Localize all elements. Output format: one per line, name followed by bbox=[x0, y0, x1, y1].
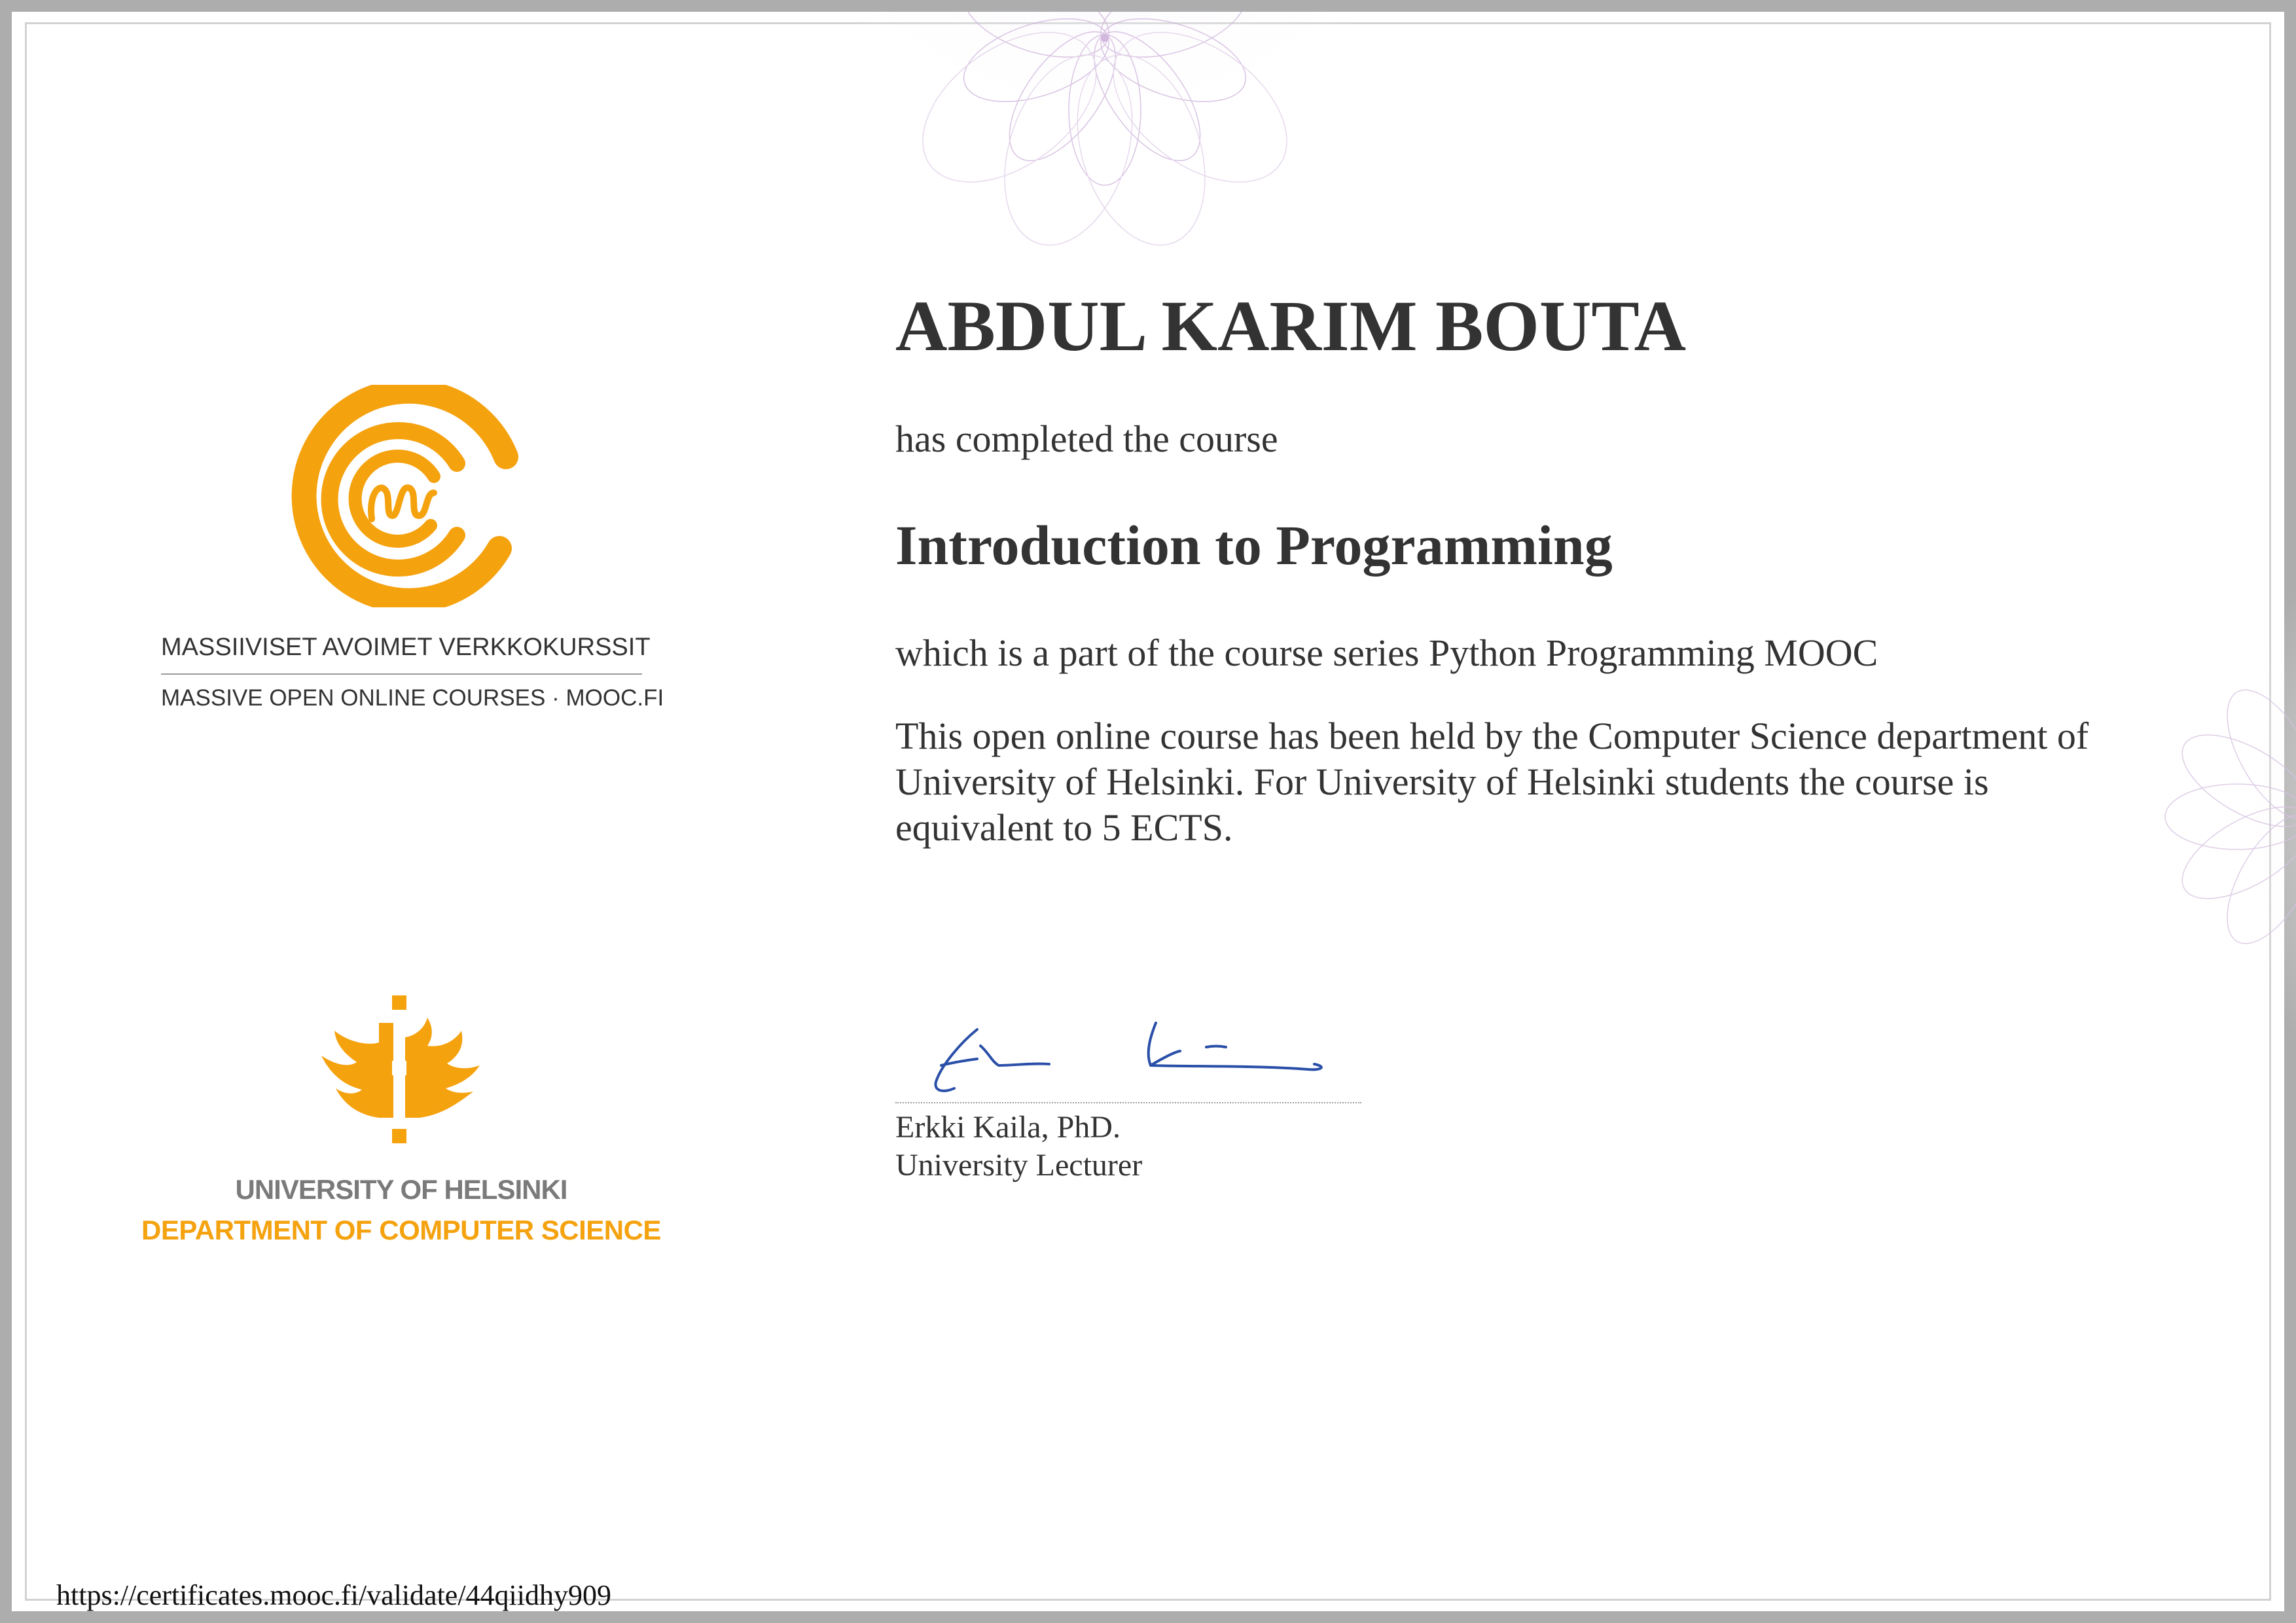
university-logo-text bbox=[110, 1170, 692, 1251]
rosette-top-decoration bbox=[853, 12, 1357, 287]
course-title: Introduction to Programming bbox=[895, 514, 1613, 577]
signer-block bbox=[895, 1109, 1142, 1185]
course-description: This open online course has been held by the Computer Science department of University of Helsinki. For University of Helsinki students the course is equivalent to 5 ECTS. bbox=[895, 715, 2089, 849]
flame-logo-icon bbox=[316, 990, 483, 1144]
mooc-swirl-logo-icon bbox=[280, 385, 529, 607]
signer-title: University Lecturer bbox=[895, 1148, 1143, 1183]
mooc-logo-line2: MASSIVE OPEN ONLINE COURSES · MOOC.FI bbox=[161, 685, 664, 711]
validation-url[interactable]: https://certificates.mooc.fi/validate/44qiidhy909 bbox=[56, 1579, 612, 1611]
department-name: DEPARTMENT OF COMPUTER SCIENCE bbox=[141, 1215, 661, 1245]
mooc-logo-text bbox=[161, 629, 664, 715]
course-series: which is a part of the course series Python Programming MOOC bbox=[895, 632, 1878, 674]
rosette-right-decoration bbox=[2139, 588, 2296, 1046]
recipient-name: ABDUL KARIM BOUTA bbox=[895, 286, 1687, 366]
completed-statement: has completed the course bbox=[895, 418, 1278, 460]
mooc-logo-line1: MASSIIVISET AVOIMET VERKKOKURSSIT bbox=[161, 633, 651, 661]
university-name: UNIVERSITY OF HELSINKI bbox=[235, 1174, 567, 1205]
handwritten-signature bbox=[915, 1007, 1360, 1098]
mooc-logo-divider bbox=[161, 673, 642, 675]
signature-line bbox=[895, 1102, 1361, 1103]
signer-name: Erkki Kaila, PhD. bbox=[895, 1110, 1121, 1145]
